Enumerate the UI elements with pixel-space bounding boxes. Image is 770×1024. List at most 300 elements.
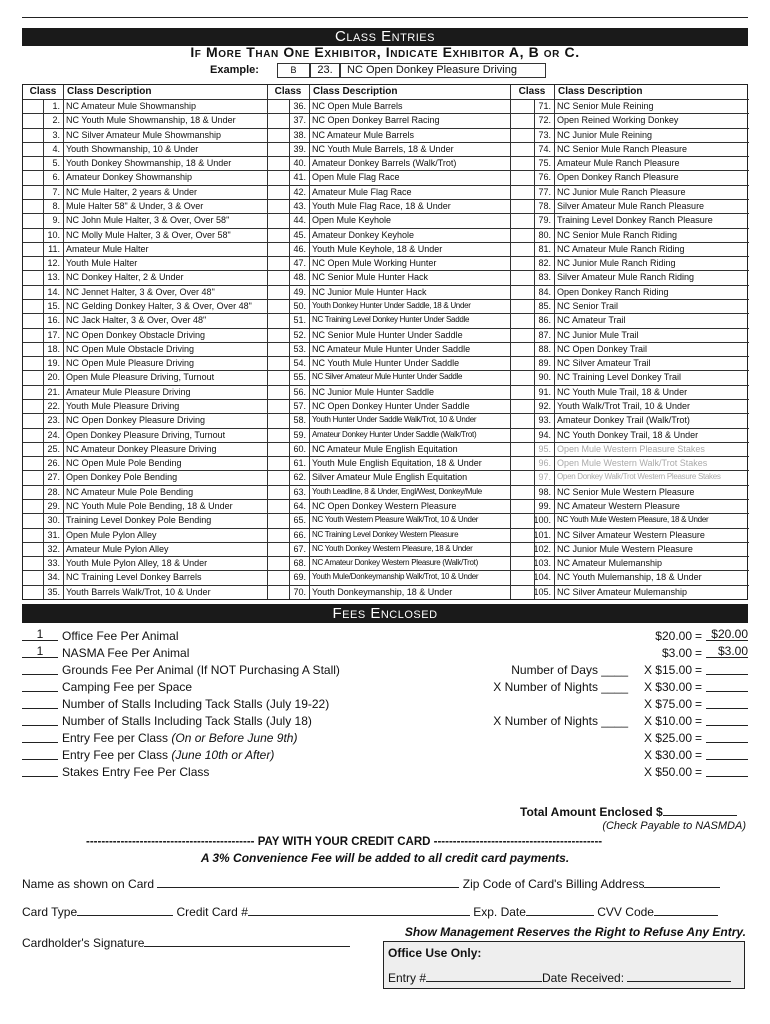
class-row[interactable] (23, 113, 267, 127)
class-description: Silver Amateur Mule English Equitation (312, 472, 468, 483)
class-description: NC Open Donkey Barrel Racing (312, 115, 440, 126)
dash-right: -------------------------------------------- (430, 836, 603, 848)
column-divider (43, 99, 44, 599)
class-row[interactable] (510, 556, 749, 570)
class-number: 3. (52, 129, 60, 140)
class-row[interactable] (23, 270, 267, 284)
fee-total-field[interactable]: $3.00 (706, 645, 748, 658)
class-description: NC Silver Amateur Trail (557, 358, 651, 369)
example-class-box: 23. (310, 63, 340, 78)
row-divider (510, 370, 749, 371)
class-description: Youth Barrels Walk/Trot, 10 & Under (66, 586, 211, 597)
class-description: NC Junior Mule Hunter Saddle (312, 386, 435, 397)
class-row[interactable] (267, 113, 510, 127)
fee-multiplier[interactable]: X Number of Nights ____ (493, 680, 628, 694)
fee-row (22, 696, 748, 713)
class-row[interactable] (510, 228, 749, 242)
row-divider (267, 499, 510, 500)
class-row[interactable] (23, 542, 267, 556)
class-description: Amateur Donkey Barrels (Walk/Trot) (312, 158, 457, 169)
class-row[interactable] (267, 485, 510, 499)
row-divider (267, 342, 510, 343)
class-description: Open Donkey Pole Bending (66, 472, 178, 483)
class-row[interactable] (267, 513, 510, 527)
class-description: NC Junior Mule Western Pleasure (557, 543, 693, 554)
class-number: 43. (293, 201, 306, 211)
class-row[interactable] (23, 285, 267, 299)
class-row[interactable] (23, 470, 267, 484)
class-row[interactable] (510, 456, 749, 470)
fee-price: $20.00 (655, 629, 692, 643)
entry-number-field[interactable] (426, 971, 542, 982)
class-row[interactable] (23, 570, 267, 584)
row-divider (267, 213, 510, 214)
class-number: 44. (293, 215, 306, 226)
dash-left: -------------------------------------------- (86, 836, 258, 848)
class-row[interactable] (23, 499, 267, 513)
exp-date-field[interactable] (526, 905, 594, 916)
card-details-row (22, 905, 748, 919)
class-row[interactable] (267, 156, 510, 170)
row-divider (23, 342, 267, 343)
class-row[interactable] (510, 542, 749, 556)
class-row[interactable] (267, 170, 510, 184)
row-divider (267, 299, 510, 300)
class-row[interactable] (23, 213, 267, 227)
class-description: NC Donkey Halter, 2 & Under (66, 272, 184, 283)
row-divider (510, 128, 749, 129)
class-row[interactable] (510, 428, 749, 442)
row-divider (23, 513, 267, 514)
signature-field[interactable] (144, 936, 350, 947)
class-number: 24. (47, 429, 60, 440)
fee-equals: = (694, 765, 702, 779)
fee-label-note: (On or Before June 9th) (171, 731, 298, 745)
row-divider (23, 356, 267, 357)
class-row[interactable] (23, 556, 267, 570)
class-number: 32. (47, 543, 60, 554)
class-row[interactable] (23, 142, 267, 156)
class-row[interactable] (267, 499, 510, 513)
class-number: 13. (47, 272, 60, 283)
class-number: 30. (47, 515, 60, 526)
fee-row (22, 764, 748, 781)
class-row[interactable] (23, 313, 267, 327)
class-description: NC Training Level Donkey Trail (557, 372, 682, 383)
zip-code-field[interactable] (644, 877, 720, 888)
class-row[interactable] (510, 442, 749, 456)
class-row[interactable] (510, 199, 749, 213)
class-number: 65. (293, 515, 306, 526)
class-number: 72. (538, 115, 551, 126)
class-row[interactable] (267, 542, 510, 556)
class-row[interactable] (267, 470, 510, 484)
total-amount-label (520, 805, 737, 819)
fee-quantity-field[interactable] (22, 679, 58, 692)
fee-label (62, 696, 329, 713)
class-number: 29. (47, 501, 60, 511)
fee-row (22, 747, 748, 764)
fee-equals: = (694, 680, 702, 694)
class-row[interactable] (510, 285, 749, 299)
row-divider (267, 370, 510, 371)
entry-number-label: Entry # (388, 971, 427, 985)
class-number: 79. (538, 215, 551, 226)
class-row[interactable] (267, 242, 510, 256)
row-divider (23, 213, 267, 214)
class-number: 103. (533, 558, 551, 569)
card-type-field[interactable] (77, 905, 173, 916)
row-divider (23, 99, 267, 100)
refuse-entry-note: Show Management Reserves the Right to Refuse Any Entry. (404, 925, 746, 939)
fee-quantity-field[interactable]: 1 (22, 645, 58, 658)
name-on-card-field[interactable] (157, 877, 459, 888)
row-divider (510, 328, 749, 329)
fee-equals: = (694, 697, 702, 711)
class-description: NC Senior Mule Ranch Pleasure (557, 143, 688, 154)
class-description: Training Level Donkey Pole Bending (66, 515, 212, 526)
row-divider (23, 542, 267, 543)
class-row[interactable] (267, 556, 510, 570)
class-row[interactable] (510, 585, 749, 599)
class-row[interactable] (510, 485, 749, 499)
fee-quantity-field[interactable] (22, 730, 58, 743)
class-row[interactable] (267, 442, 510, 456)
class-row[interactable] (267, 313, 510, 327)
fee-total-field[interactable] (706, 730, 748, 743)
fee-label-text: Entry Fee per Class (62, 748, 169, 762)
class-row[interactable] (23, 399, 267, 413)
column-header-class: Class (274, 86, 302, 97)
row-divider (510, 342, 749, 343)
row-divider (267, 413, 510, 414)
fee-total-field[interactable] (706, 747, 748, 760)
date-received-field[interactable] (627, 971, 731, 982)
class-description: NC Amateur Mulemanship (557, 558, 663, 569)
fee-quantity-field[interactable] (22, 747, 58, 760)
class-number: 8. (52, 201, 60, 211)
class-row[interactable] (23, 242, 267, 256)
class-row[interactable] (510, 342, 749, 356)
class-number: 36. (293, 101, 306, 111)
class-row[interactable] (267, 128, 510, 142)
class-number: 57. (293, 401, 306, 411)
fee-quantity-field[interactable] (22, 696, 58, 709)
row-divider (510, 185, 749, 186)
credit-card-number-field[interactable] (248, 905, 470, 916)
class-row[interactable] (510, 185, 749, 199)
row-divider (267, 399, 510, 400)
fees-enclosed-heading: Fees Enclosed (22, 604, 748, 623)
fee-row (22, 679, 748, 696)
class-number: 56. (293, 386, 306, 397)
class-number: 69. (293, 572, 306, 583)
class-row[interactable] (510, 128, 749, 142)
row-divider (267, 356, 510, 357)
class-description: Youth Mule English Equitation, 18 & Under (312, 458, 482, 469)
class-row[interactable] (23, 585, 267, 599)
column-divider (510, 85, 511, 599)
class-description: NC Silver Amateur Mule Hunter Under Saddle (312, 372, 463, 382)
fee-total-field[interactable] (706, 662, 748, 675)
class-row[interactable] (510, 370, 749, 384)
fee-label-text: Number of Stalls Including Tack Stalls (July 19-22) (62, 697, 330, 711)
class-row[interactable] (510, 270, 749, 284)
class-row[interactable] (23, 342, 267, 356)
class-number: 27. (47, 472, 60, 483)
class-row[interactable] (267, 528, 510, 542)
fee-price: X $15.00 (643, 663, 692, 677)
row-divider (23, 128, 267, 129)
row-divider (267, 185, 510, 186)
class-number: 41. (293, 172, 306, 183)
fee-price: X $75.00 (643, 697, 692, 711)
class-number: 38. (293, 129, 306, 140)
class-row[interactable] (23, 428, 267, 442)
fee-quantity-field[interactable] (22, 764, 58, 777)
class-row[interactable] (23, 199, 267, 213)
row-divider (510, 470, 749, 471)
class-row[interactable] (510, 328, 749, 342)
class-row[interactable] (510, 499, 749, 513)
class-number: 55. (293, 372, 306, 383)
class-row[interactable] (267, 399, 510, 413)
class-number: 104. (533, 572, 551, 583)
class-row[interactable] (267, 385, 510, 399)
class-row[interactable] (267, 199, 510, 213)
total-amount-field[interactable] (663, 805, 737, 816)
class-row[interactable] (510, 142, 749, 156)
class-description: NC Amateur Donkey Pleasure Driving (66, 443, 217, 454)
class-description: Youth Hunter Under Saddle Walk/Trot, 10 & Under (312, 415, 477, 425)
class-number: 98. (538, 486, 551, 497)
class-number: 59. (293, 429, 306, 440)
class-row[interactable] (267, 428, 510, 442)
class-row[interactable] (510, 356, 749, 370)
class-row[interactable] (510, 99, 749, 113)
fee-equals: = (694, 663, 702, 677)
class-number: 18. (47, 343, 60, 354)
row-divider (267, 128, 510, 129)
row-divider (510, 99, 749, 100)
fee-quantity-field[interactable] (22, 662, 58, 675)
class-number: 95. (538, 443, 551, 454)
class-row[interactable] (267, 213, 510, 227)
class-row[interactable] (23, 413, 267, 427)
column-divider (534, 99, 535, 599)
class-row[interactable] (510, 528, 749, 542)
office-entry-row (388, 971, 731, 985)
class-row[interactable] (23, 385, 267, 399)
class-number: 33. (47, 558, 60, 569)
class-number: 73. (538, 129, 551, 140)
class-description: Amateur Donkey Keyhole (312, 229, 415, 240)
example-exhibitor-box: B (277, 63, 310, 78)
class-row[interactable] (23, 528, 267, 542)
class-description: Youth Mule/Donkeymanship Walk/Trot, 10 & Under (312, 572, 479, 582)
class-number: 7. (52, 186, 60, 197)
class-row[interactable] (267, 270, 510, 284)
class-row[interactable] (510, 399, 749, 413)
class-number: 68. (293, 558, 306, 569)
fee-multiplier[interactable]: Number of Days ____ (511, 663, 628, 677)
class-row[interactable] (267, 285, 510, 299)
class-description: Open Donkey Ranch Riding (557, 286, 669, 297)
exhibitor-instruction: If More Than One Exhibitor, Indicate Exhibitor A, B or C. (190, 44, 580, 60)
row-divider (23, 299, 267, 300)
class-row[interactable] (267, 328, 510, 342)
fee-label-text: Entry Fee per Class (62, 731, 169, 745)
class-number: 6. (52, 172, 60, 183)
class-description: NC Senior Mule Ranch Riding (557, 229, 678, 240)
fee-label-text: Office Fee Per Animal (62, 629, 179, 643)
row-divider (23, 528, 267, 529)
class-row[interactable] (23, 513, 267, 527)
class-row[interactable] (267, 370, 510, 384)
class-row[interactable] (23, 370, 267, 384)
card-type-label: Card Type (22, 905, 78, 919)
class-row[interactable] (267, 256, 510, 270)
class-row[interactable] (23, 456, 267, 470)
fee-equals: = (694, 748, 702, 762)
class-row[interactable] (510, 213, 749, 227)
class-description: NC Youth Donkey Western Pleasure, 18 & Under (312, 543, 473, 553)
class-row[interactable] (267, 413, 510, 427)
name-zip-row (22, 877, 748, 891)
fee-quantity-field[interactable]: 1 (22, 628, 58, 641)
class-row[interactable] (23, 128, 267, 142)
class-row[interactable] (267, 185, 510, 199)
class-description: Amateur Mule Pleasure Driving (66, 386, 191, 397)
row-divider (23, 185, 267, 186)
fee-price: X $50.00 (643, 765, 692, 779)
class-number: 19. (47, 358, 60, 369)
class-number: 2. (52, 115, 60, 126)
class-row[interactable] (23, 99, 267, 113)
class-row[interactable] (510, 513, 749, 527)
class-row[interactable] (510, 156, 749, 170)
fee-quantity-field[interactable] (22, 713, 58, 726)
row-divider (23, 270, 267, 271)
class-row[interactable] (267, 456, 510, 470)
class-row[interactable] (510, 385, 749, 399)
class-number: 39. (293, 143, 306, 154)
class-row[interactable] (267, 228, 510, 242)
class-number: 94. (538, 429, 551, 440)
class-number: 105. (533, 586, 551, 597)
class-row[interactable] (267, 142, 510, 156)
row-divider (510, 313, 749, 314)
class-number: 12. (47, 258, 60, 269)
fee-total-field[interactable] (706, 713, 748, 726)
credit-card-heading (86, 836, 686, 848)
class-row[interactable] (267, 585, 510, 599)
class-row[interactable] (23, 328, 267, 342)
class-row[interactable] (510, 113, 749, 127)
class-number: 42. (293, 186, 306, 197)
class-number: 102. (533, 543, 551, 554)
class-row[interactable] (23, 356, 267, 370)
class-description: NC Youth Mule Trail, 18 & Under (557, 386, 688, 397)
class-row[interactable] (510, 170, 749, 184)
class-description: NC Open Mule Barrels (312, 101, 403, 111)
fee-total-field[interactable]: $20.00 (706, 628, 748, 641)
fee-equals: = (694, 629, 702, 643)
class-description: Open Mule Western Pleasure Stakes (557, 443, 705, 454)
class-number: 54. (293, 358, 306, 369)
class-number: 81. (538, 243, 551, 254)
class-row[interactable] (23, 442, 267, 456)
fee-total-field[interactable] (706, 679, 748, 692)
office-use-box (383, 941, 745, 989)
class-description: NC Open Donkey Trail (557, 343, 648, 354)
class-row[interactable] (510, 413, 749, 427)
fee-total-field[interactable] (706, 696, 748, 709)
class-row[interactable] (267, 99, 510, 113)
class-row[interactable] (23, 170, 267, 184)
class-number: 4. (52, 143, 60, 154)
class-number: 82. (538, 258, 551, 269)
class-row[interactable] (23, 256, 267, 270)
cvv-code-field[interactable] (654, 905, 718, 916)
row-divider (510, 413, 749, 414)
row-divider (267, 242, 510, 243)
class-row[interactable] (267, 299, 510, 313)
row-divider (510, 556, 749, 557)
class-description: NC Open Donkey Obstacle Driving (66, 329, 206, 340)
class-description: NC Amateur Mule English Equitation (312, 443, 458, 454)
class-number: 52. (293, 329, 306, 340)
class-row[interactable] (510, 313, 749, 327)
row-divider (267, 385, 510, 386)
class-row[interactable] (510, 242, 749, 256)
class-number: 37. (293, 115, 306, 126)
row-divider (23, 256, 267, 257)
class-number: 47. (293, 258, 306, 269)
fee-label-text: Number of Stalls Including Tack Stalls (July 18) (62, 714, 312, 728)
class-row[interactable] (23, 299, 267, 313)
class-row[interactable] (267, 570, 510, 584)
class-description: Youth Mule Pylon Alley, 18 & Under (66, 558, 208, 569)
row-divider (510, 113, 749, 114)
credit-card-title: PAY WITH YOUR CREDIT CARD (257, 836, 431, 848)
class-number: 14. (47, 286, 60, 297)
class-description: NC Jennet Halter, 3 & Over, Over 48" (66, 286, 215, 297)
class-row[interactable] (510, 570, 749, 584)
class-row[interactable] (23, 228, 267, 242)
class-row[interactable] (23, 485, 267, 499)
fee-total-field[interactable] (706, 764, 748, 777)
class-description: NC Training Level Donkey Western Pleasure (312, 529, 459, 539)
class-number: 15. (47, 301, 60, 311)
class-row[interactable] (23, 185, 267, 199)
class-row[interactable] (510, 299, 749, 313)
class-number: 74. (538, 143, 551, 154)
class-row[interactable] (267, 356, 510, 370)
class-row[interactable] (267, 342, 510, 356)
row-divider (510, 356, 749, 357)
office-use-title: Office Use Only: (388, 946, 482, 960)
class-row[interactable] (510, 256, 749, 270)
fee-multiplier[interactable]: X Number of Nights ____ (493, 714, 628, 728)
class-row[interactable] (23, 156, 267, 170)
row-divider (510, 285, 749, 286)
row-divider (267, 99, 510, 100)
row-divider (23, 285, 267, 286)
class-description: Amateur Mule Flag Race (312, 186, 412, 197)
class-row[interactable] (510, 470, 749, 484)
column-divider (63, 99, 64, 599)
